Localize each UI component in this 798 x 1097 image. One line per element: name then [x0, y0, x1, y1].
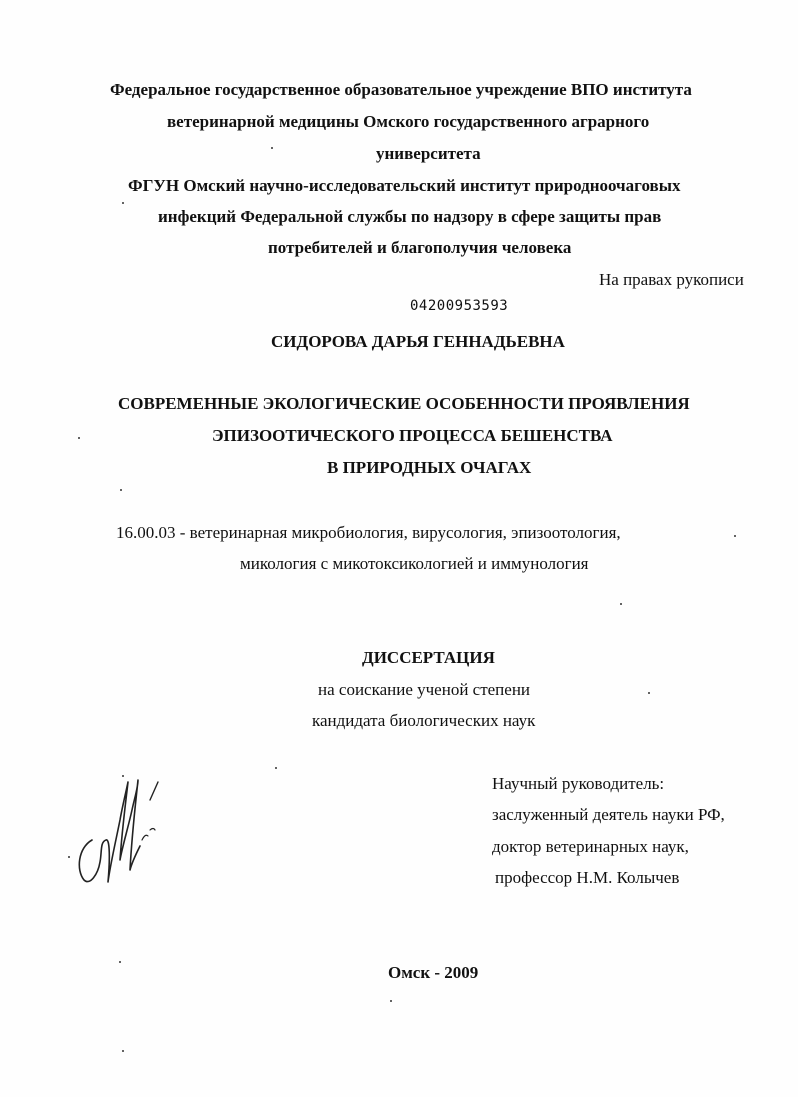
manuscript-note: На правах рукописи: [599, 270, 744, 289]
header-line-5: инфекций Федеральной службы по надзору в сфере защиты прав: [158, 207, 662, 226]
author-name: СИДОРОВА ДАРЬЯ ГЕННАДЬЕВНА: [271, 332, 565, 351]
header-line-6: потребителей и благополучия человека: [268, 238, 572, 257]
supervisor-line-1: заслуженный деятель науки РФ,: [492, 805, 725, 824]
title-line-3: В ПРИРОДНЫХ ОЧАГАХ: [327, 458, 532, 477]
title-line-1: СОВРЕМЕННЫЕ ЭКОЛОГИЧЕСКИЕ ОСОБЕННОСТИ ПРОЯВЛЕНИЯ: [118, 394, 690, 413]
scan-speck: [68, 856, 70, 858]
scan-speck: [119, 961, 121, 963]
dissertation-line-2: кандидата биологических наук: [312, 711, 536, 730]
scan-speck: [275, 767, 277, 769]
scan-speck: [648, 692, 650, 694]
specialty-line-2: микология с микотоксикологией и иммунология: [240, 554, 589, 573]
header-line-2: ветеринарной медицины Омского государственного аграрного: [167, 112, 650, 131]
dissertation-heading: ДИССЕРТАЦИЯ: [362, 648, 495, 667]
city-year: Омск - 2009: [388, 963, 479, 982]
scan-speck: [122, 202, 124, 204]
signature-icon: [70, 770, 180, 900]
catalog-number: 04200953593: [410, 298, 509, 314]
supervisor-label: Научный руководитель:: [492, 774, 665, 793]
scan-speck: [122, 775, 124, 777]
supervisor-line-2: доктор ветеринарных наук,: [492, 837, 689, 856]
supervisor-line-3: профессор Н.М. Колычев: [495, 868, 680, 887]
scan-speck: [120, 489, 122, 491]
header-line-4: ФГУН Омский научно-исследовательский институт природноочаговых: [128, 176, 681, 195]
scan-speck: [734, 535, 736, 537]
scan-speck: [620, 603, 622, 605]
scan-speck: [78, 437, 80, 439]
scan-speck: [390, 1000, 392, 1002]
specialty-line-1: 16.00.03 - ветеринарная микробиология, вирусология, эпизоотология,: [116, 523, 621, 542]
scan-speck: [122, 1050, 124, 1052]
title-line-2: ЭПИЗООТИЧЕСКОГО ПРОЦЕССА БЕШЕНСТВА: [212, 426, 613, 445]
header-line-3: университета: [376, 144, 481, 163]
header-line-1: Федеральное государственное образовательное учреждение ВПО института: [110, 80, 692, 99]
scan-speck: [271, 147, 273, 149]
dissertation-line-1: на соискание ученой степени: [318, 680, 531, 699]
